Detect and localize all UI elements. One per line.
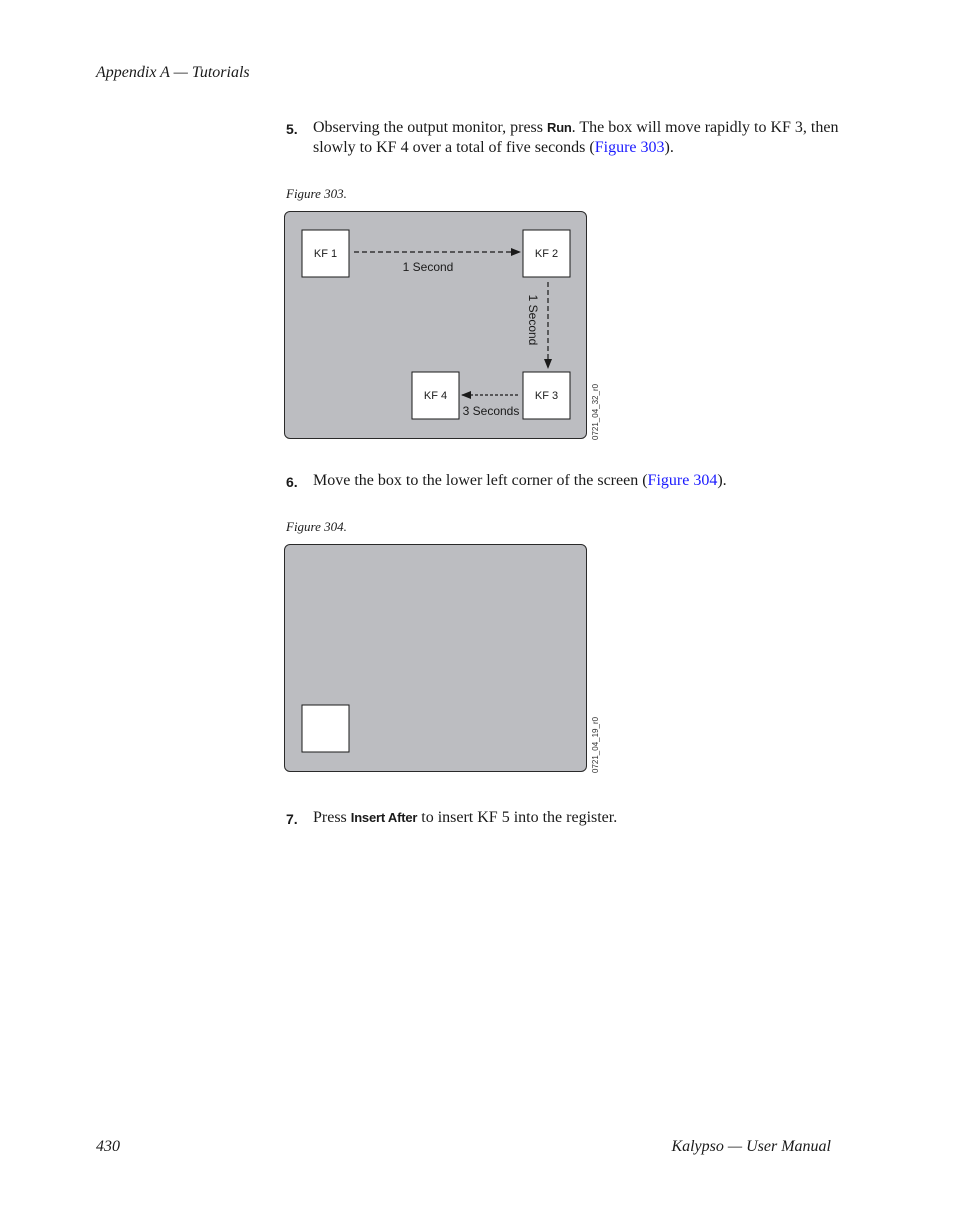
figure-304-id: 0721_04_19_r0 xyxy=(591,716,600,773)
step-number: 6. xyxy=(286,474,298,490)
step-5 xyxy=(286,118,846,158)
figure-304-screen xyxy=(284,544,587,772)
kf3-label: KF 3 xyxy=(534,390,559,402)
figure-303-id: 0721_04_32_r0 xyxy=(591,383,600,440)
ui-term-run: Run xyxy=(547,120,572,135)
step-6 xyxy=(286,471,846,491)
figure-303-caption: Figure 303. xyxy=(286,186,347,201)
figure-303-diagram xyxy=(285,212,586,438)
step-text: Observing the output monitor, press Run. The box will move rapidly to KF 3, then slowly to KF 4 over a total of five seconds (Figure 303). xyxy=(313,119,839,156)
figure-304-caption: Figure 304. xyxy=(286,519,347,534)
running-head: Appendix A — Tutorials xyxy=(96,64,250,81)
arrow-label-kf2-kf3: 1 Second xyxy=(526,294,540,346)
kf2-label: KF 2 xyxy=(534,248,559,260)
figure-304-link[interactable]: Figure 304 xyxy=(647,472,718,489)
figure-303-screen xyxy=(284,211,587,439)
manual-title: Kalypso — User Manual xyxy=(671,1138,831,1155)
figure-304-diagram xyxy=(285,545,586,771)
step-number: 5. xyxy=(286,121,298,137)
step-text: Move the box to the lower left corner of the screen (Figure 304). xyxy=(313,472,727,489)
arrow-label-kf3-kf4: 3 Seconds xyxy=(462,404,520,418)
step-number: 7. xyxy=(286,811,298,827)
kf4-label: KF 4 xyxy=(423,390,448,402)
figure-303-link[interactable]: Figure 303 xyxy=(594,139,665,156)
box xyxy=(302,705,349,752)
page-number: 430 xyxy=(96,1138,120,1155)
step-text: Press Insert After to insert KF 5 into the register. xyxy=(313,809,618,826)
kf1-label: KF 1 xyxy=(313,248,338,260)
step-7 xyxy=(286,808,846,828)
arrow-label-kf1-kf2: 1 Second xyxy=(402,260,454,274)
ui-term-insert-after: Insert After xyxy=(350,810,418,825)
